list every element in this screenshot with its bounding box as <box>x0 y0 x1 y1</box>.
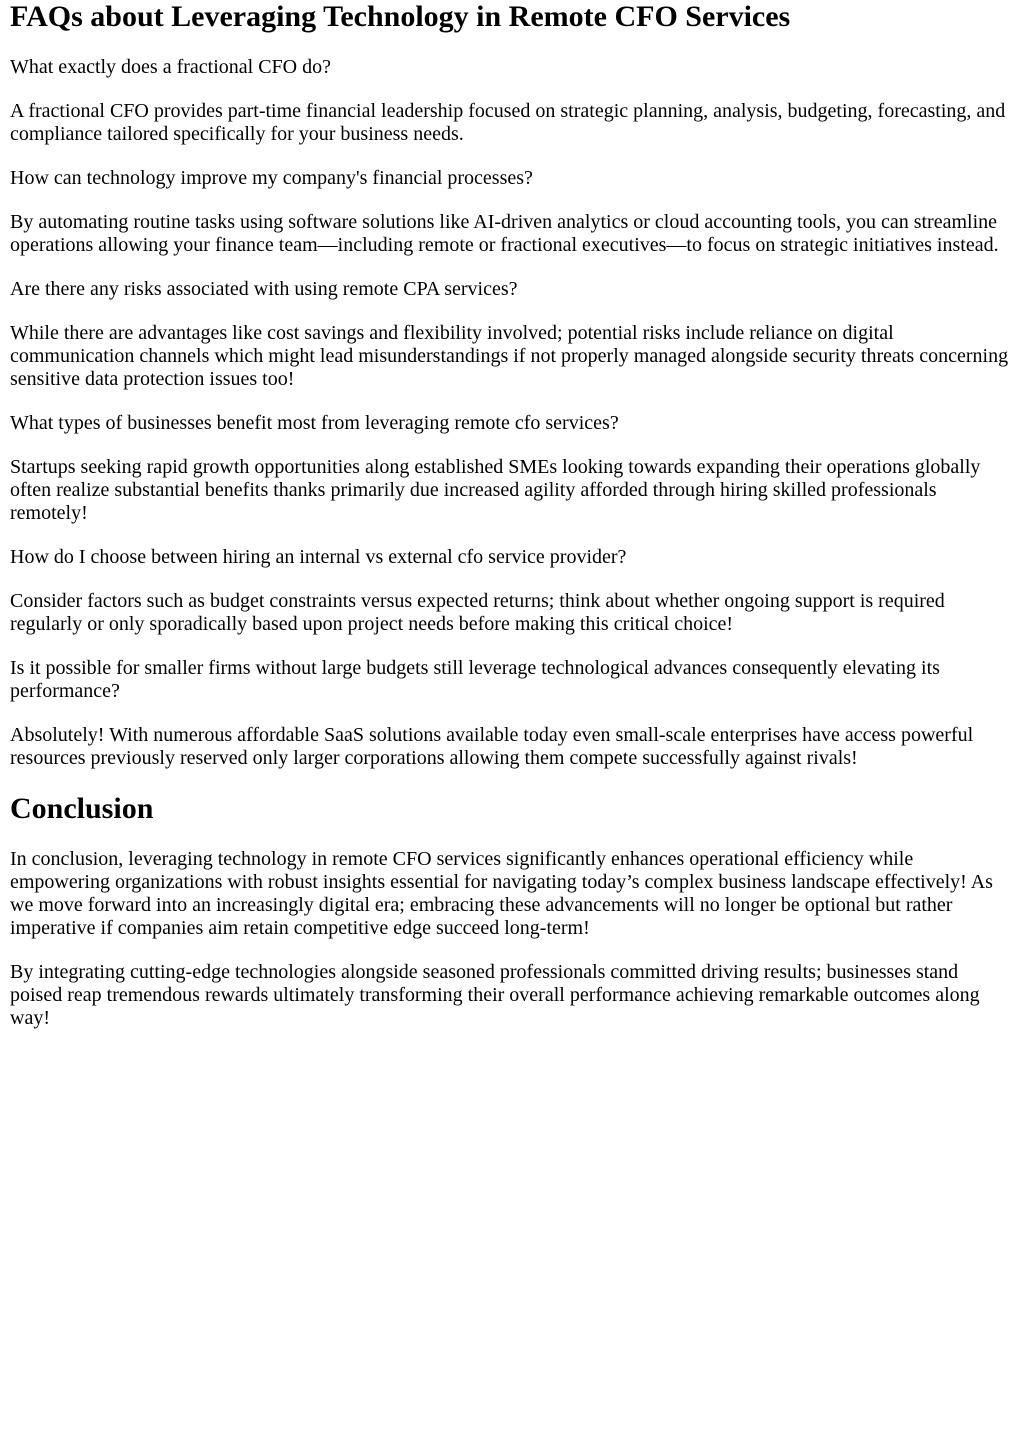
faq-question: How can technology improve my company's financial processes? <box>10 167 533 189</box>
faq-item <box>10 278 1014 391</box>
conclusion-paragraph: By integrating cutting-edge technologies alongside seasoned professionals committed driving results; businesses stand poised reap tremendous rewards ultimately transforming their overall performance achieving remarkable outcomes along way! <box>10 961 980 1029</box>
faq-question: What types of businesses benefit most from leveraging remote cfo services? <box>10 412 619 434</box>
faq-item <box>10 657 1014 770</box>
conclusion-heading: Conclusion <box>10 792 154 825</box>
faq-item <box>10 167 1014 257</box>
page-title: FAQs about Leveraging Technology in Remote CFO Services <box>10 0 791 33</box>
faq-answer: While there are advantages like cost savings and flexibility involved; potential risks include reliance on digital communication channels which might lead misunderstandings if not properly managed alongside security threats concerning sensitive data protection issues too! <box>10 322 1009 390</box>
faq-list <box>10 56 1014 770</box>
faq-item <box>10 546 1014 636</box>
faq-answer: Absolutely! With numerous affordable SaaS solutions available today even small-scale enterprises have access powerful resources previously reserved only larger corporations allowing them compete successfully against rivals! <box>10 724 974 769</box>
faq-item <box>10 56 1014 146</box>
faq-question: Are there any risks associated with using remote CPA services? <box>10 278 518 300</box>
faq-question: What exactly does a fractional CFO do? <box>10 56 331 78</box>
faq-answer: Startups seeking rapid growth opportunities along established SMEs looking towards expanding their operations globally often realize substantial benefits thanks primarily due increased agility afforded through hiring skilled professionals remotely! <box>10 456 981 524</box>
faq-answer: A fractional CFO provides part-time financial leadership focused on strategic planning, analysis, budgeting, forecasting, and compliance tailored specifically for your business needs. <box>10 100 1006 145</box>
conclusion-paragraph: In conclusion, leveraging technology in remote CFO services significantly enhances operational efficiency while empowering organizations with robust insights essential for navigating today’s complex business landscape effectively! As we move forward into an increasingly digital era; embracing these advancements will no longer be optional but rather imperative if companies aim retain competitive edge succeed long-term! <box>10 848 993 939</box>
faq-answer: By automating routine tasks using software solutions like AI-driven analytics or cloud accounting tools, you can streamline operations allowing your finance team—including remote or fractional executives—to focus on strategic initiatives instead. <box>10 211 999 256</box>
faq-question: How do I choose between hiring an internal vs external cfo service provider? <box>10 546 627 568</box>
faq-answer: Consider factors such as budget constraints versus expected returns; think about whether ongoing support is required regularly or only sporadically based upon project needs before making this critical choice! <box>10 590 945 635</box>
faq-question: Is it possible for smaller firms without large budgets still leverage technological advances consequently elevating its performance? <box>10 657 940 702</box>
faq-item <box>10 412 1014 525</box>
